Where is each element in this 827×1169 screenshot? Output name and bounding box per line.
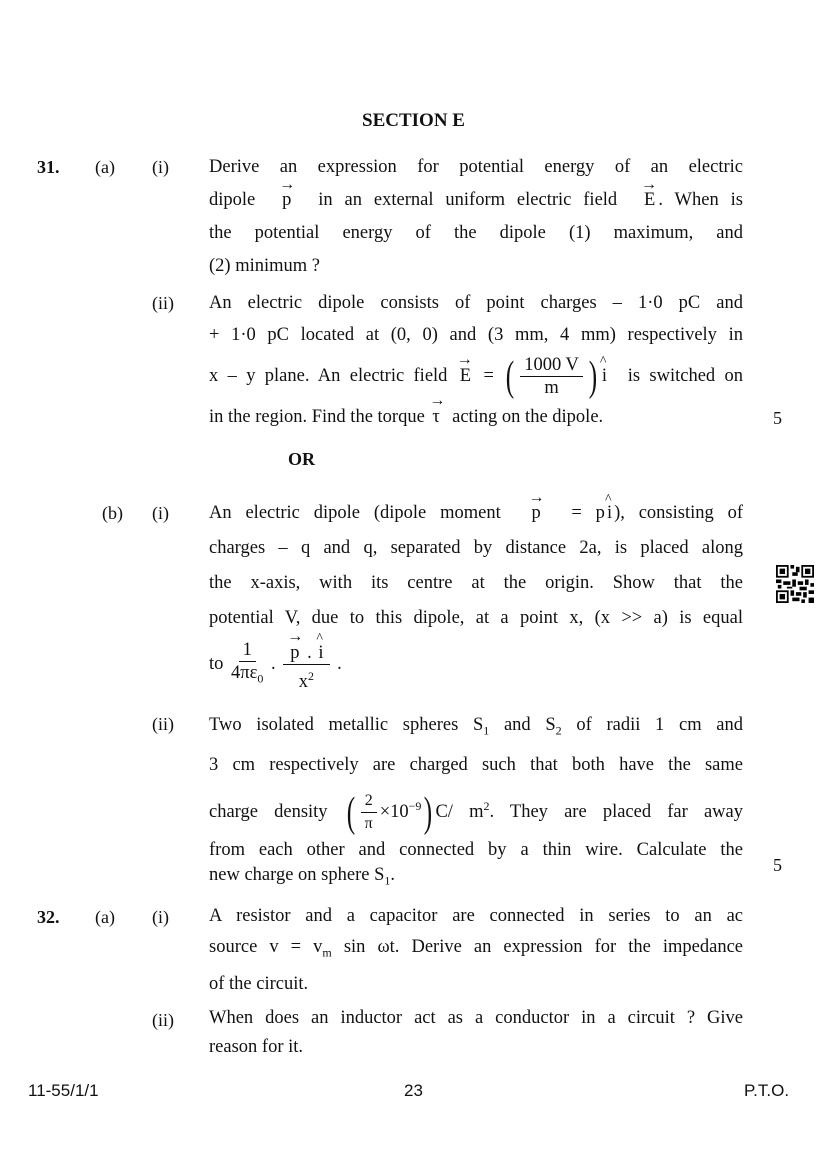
question-number-31: 31. [37, 157, 60, 177]
qr-code-icon [776, 565, 814, 603]
paper-code: 11-55/1/1 [28, 1081, 99, 1100]
subpart-label-32a-ii: (ii) [152, 1010, 174, 1030]
part-label-31b: (b) [102, 503, 123, 523]
part-label-32a: (a) [95, 907, 115, 927]
marks-31a: 5 [773, 408, 782, 428]
question-32a-ii-text: When does an inductor act as a conductor in a circuit ? Give reason for it. [209, 1008, 743, 1057]
question-31a-i-text: Derive an expression for potential energy of an electric dipole → p in an external uniform electric field → E . When is the potential energy of the dipole (1) maximum, and (2) minimum ? [209, 151, 743, 283]
question-number-32: 32. [37, 907, 60, 927]
question-31b-i-text: An electric dipole (dipole moment → p = p ^ i ), consisting of charges – q and q, separated by distance 2a, is placed along the x-axis, with its centre at the origin. Show that the potential V, due to this dipole, at a point x, (x >> a) is equal to $\frac{1}{4\pi\varepsilon_0}$ . → $\frac{p . \^{} i}{x^2}$ . [209, 496, 743, 693]
page-number: 23 [404, 1081, 423, 1100]
or-label: OR [288, 449, 315, 469]
marks-31b: 5 [773, 855, 782, 875]
part-label-31a: (a) [95, 157, 115, 177]
subpart-label-31a-ii: (ii) [152, 293, 174, 313]
question-32a-i-text: A resistor and a capacitor are connected in series to an ac source $v = v_m$ sin ωt. Derive an expression for the impedance of the circuit. [209, 906, 743, 994]
question-31a-ii-text: An electric dipole consists of point charges – 1·0 pC and + 1·0 pC located at (0, 0) and (3 mm, 4 mm) respectively in x – y plane. An electric field → E = ( $\frac{1000 V}{m}$ ) ^ i is switched on in the region. Find the torque → τ acting on the dipole. [209, 287, 743, 433]
subpart-label-31a-i: (i) [152, 157, 169, 177]
please-turn-over: P.T.O. [744, 1081, 790, 1100]
subpart-label-31b-ii: (ii) [152, 714, 174, 734]
subpart-label-32a-i: (i) [152, 907, 169, 927]
section-title: SECTION E [362, 110, 465, 131]
subpart-label-31b-i: (i) [152, 503, 169, 523]
question-31b-ii-text: Two isolated metallic spheres $S_1$ and $S_2$ of radii 1 cm and 3 cm respectively are charged such that both have the same charge density ( $\frac{2}{\pi}$ $\times 10^{-9}$) C/ $m^2$. They are placed far away from each other and connected by a thin wire. Calculate the new charge on sphere $S_1$. [209, 715, 743, 888]
